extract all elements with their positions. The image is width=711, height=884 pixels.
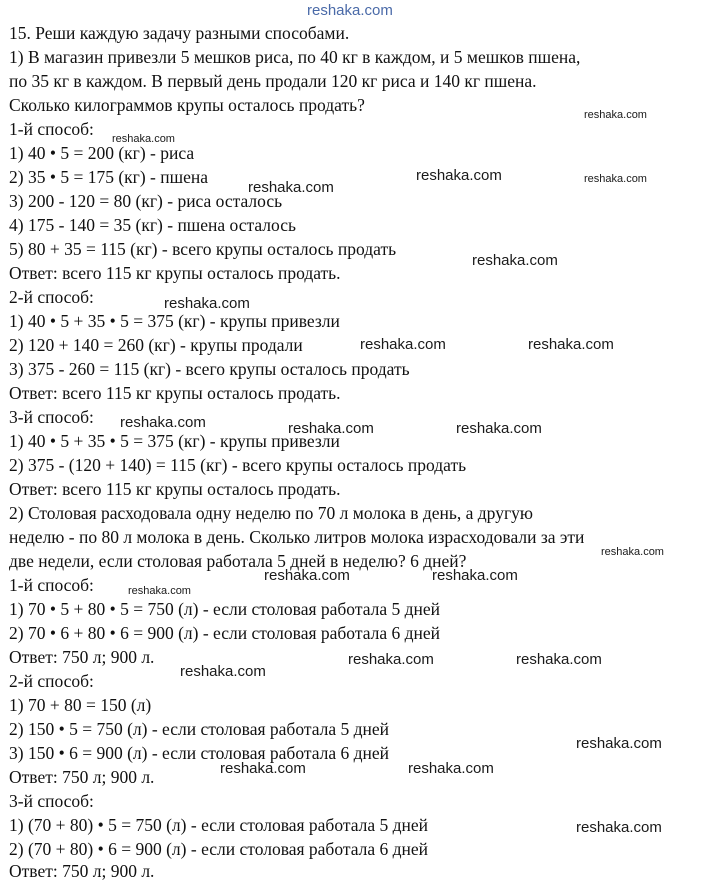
watermark: reshaka.com — [472, 252, 558, 269]
problem-2-text: неделю - по 80 л молока в день. Сколько литров молока израсходовали за эти — [9, 527, 585, 547]
answer-line: Ответ: 750 л; 900 л. — [9, 861, 155, 881]
watermark: reshaka.com — [348, 651, 434, 668]
solution-step: 2) 35 • 5 = 175 (кг) - пшена — [9, 167, 208, 187]
problem-1-text: 1) В магазин привезли 5 мешков риса, по 40 кг в каждом, и 5 мешков пшена, — [9, 47, 581, 67]
watermark: reshaka.com — [584, 173, 647, 185]
solution-step: 5) 80 + 35 = 115 (кг) - всего крупы осталось продать — [9, 239, 397, 259]
watermark: reshaka.com — [120, 414, 206, 431]
watermark: reshaka.com — [220, 760, 306, 777]
solution-step: 1) 40 • 5 + 35 • 5 = 375 (кг) - крупы привезли — [9, 311, 340, 331]
watermark: reshaka.com — [576, 735, 662, 752]
solution-step: 1) 70 • 5 + 80 • 5 = 750 (л) - если столовая работала 5 дней — [9, 599, 441, 619]
watermark: reshaka.com — [576, 819, 662, 836]
watermark: reshaka.com — [456, 420, 542, 437]
solution-step: 1) 70 + 80 = 150 (л) — [9, 695, 152, 715]
solution-step: 3) 375 - 260 = 115 (кг) - всего крупы осталось продать — [9, 359, 410, 379]
watermark: reshaka.com — [164, 295, 250, 312]
solution-step: 2) (70 + 80) • 6 = 900 (л) - если столовая работала 6 дней — [9, 839, 429, 859]
method-heading: 1-й способ: — [9, 575, 94, 595]
method-heading: 3-й способ: — [9, 791, 94, 811]
watermark: reshaka.com — [432, 567, 518, 584]
method-heading: 2-й способ: — [9, 287, 94, 307]
watermark: reshaka.com — [264, 567, 350, 584]
answer-line: Ответ: 750 л; 900 л. — [9, 647, 155, 667]
watermark-logo: reshaka.com — [307, 2, 393, 19]
watermark: reshaka.com — [248, 179, 334, 196]
answer-line: Ответ: всего 115 кг крупы осталось продать. — [9, 479, 341, 499]
watermark: reshaka.com — [416, 167, 502, 184]
answer-line: Ответ: 750 л; 900 л. — [9, 767, 155, 787]
solution-step: 4) 175 - 140 = 35 (кг) - пшена осталось — [9, 215, 296, 235]
problem-1-question: Сколько килограммов крупы осталось продать? — [9, 95, 365, 115]
problem-2-question: две недели, если столовая работала 5 дней в неделю? 6 дней? — [9, 551, 467, 571]
answer-line: Ответ: всего 115 кг крупы осталось продать. — [9, 383, 341, 403]
solution-step: 2) 150 • 5 = 750 (л) - если столовая работала 5 дней — [9, 719, 390, 739]
watermark: reshaka.com — [112, 133, 175, 145]
watermark: reshaka.com — [180, 663, 266, 680]
solution-step: 1) (70 + 80) • 5 = 750 (л) - если столовая работала 5 дней — [9, 815, 429, 835]
watermark: reshaka.com — [288, 420, 374, 437]
answer-line: Ответ: всего 115 кг крупы осталось продать. — [9, 263, 341, 283]
solution-step: 1) 40 • 5 = 200 (кг) - риса — [9, 143, 195, 163]
problem-1-text: по 35 кг в каждом. В первый день продали 120 кг риса и 140 кг пшена. — [9, 71, 537, 91]
solution-step: 1) 40 • 5 + 35 • 5 = 375 (кг) - крупы привезли — [9, 431, 340, 451]
watermark: reshaka.com — [408, 760, 494, 777]
solution-step: 3) 150 • 6 = 900 (л) - если столовая работала 6 дней — [9, 743, 390, 763]
task-heading: 15. Реши каждую задачу разными способами. — [9, 23, 350, 43]
method-heading: 3-й способ: — [9, 407, 94, 427]
solution-step: 3) 200 - 120 = 80 (кг) - риса осталось — [9, 191, 283, 211]
solution-step: 2) 375 - (120 + 140) = 115 (кг) - всего крупы осталось продать — [9, 455, 467, 475]
watermark: reshaka.com — [128, 585, 191, 597]
watermark: reshaka.com — [360, 336, 446, 353]
solution-step: 2) 120 + 140 = 260 (кг) - крупы продали — [9, 335, 303, 355]
watermark: reshaka.com — [584, 109, 647, 121]
watermark: reshaka.com — [601, 546, 664, 558]
method-heading: 2-й способ: — [9, 671, 94, 691]
watermark: reshaka.com — [516, 651, 602, 668]
solution-step: 2) 70 • 6 + 80 • 6 = 900 (л) - если столовая работала 6 дней — [9, 623, 441, 643]
problem-2-text: 2) Столовая расходовала одну неделю по 70 л молока в день, а другую — [9, 503, 533, 523]
watermark: reshaka.com — [528, 336, 614, 353]
method-heading: 1-й способ: — [9, 119, 94, 139]
